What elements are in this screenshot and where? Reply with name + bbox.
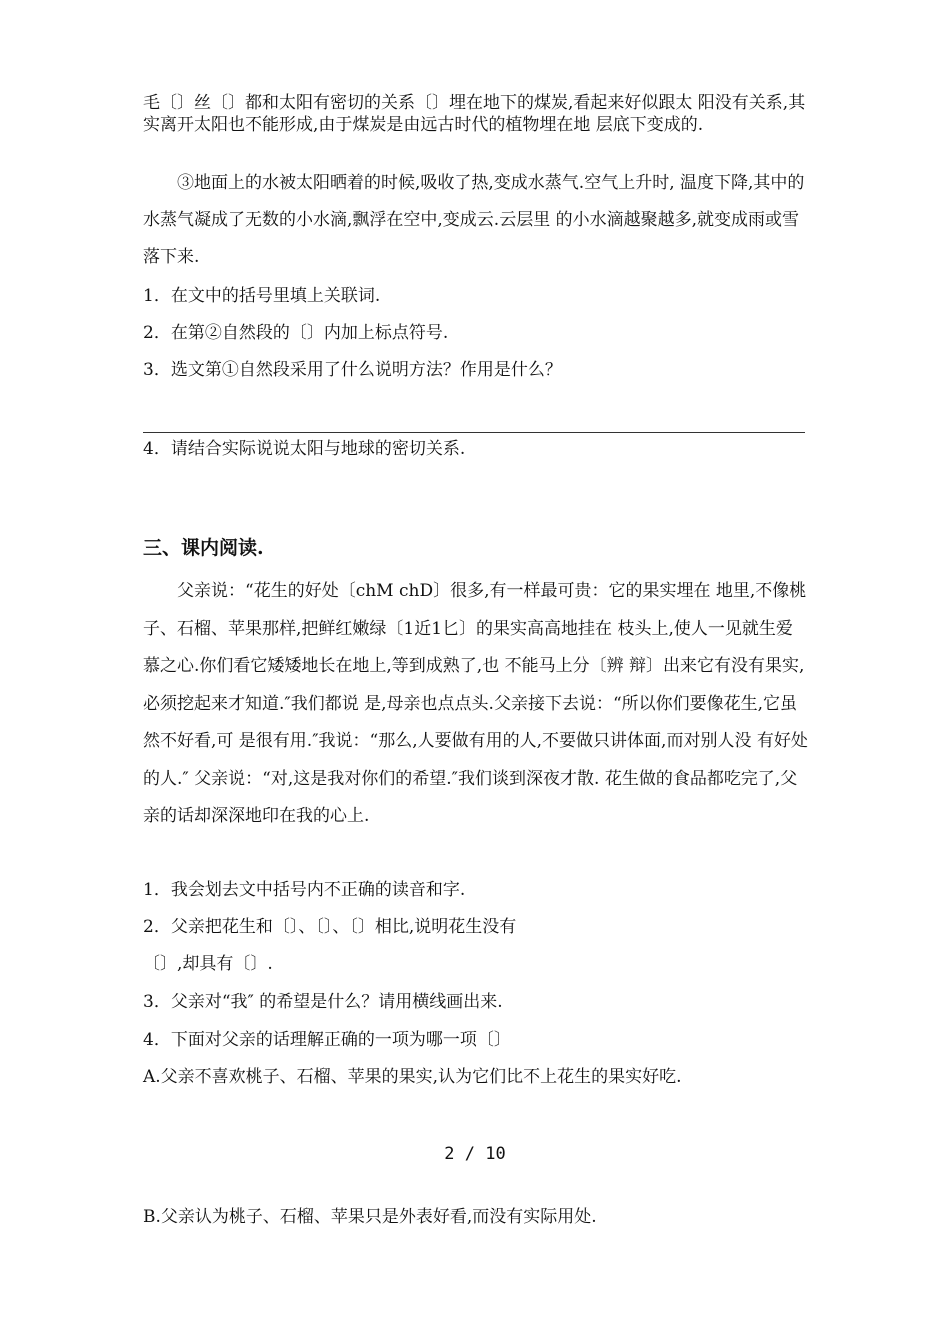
question-1: 1．在文中的括号里填上关联词. — [143, 286, 381, 306]
reading-question-3: 3．父亲对“我″ 的希望是什么？请用横线画出来. — [143, 992, 503, 1012]
option-a: A.父亲不喜欢桃子、石榴、苹果的果实,认为它们比不上花生的果实好吃. — [143, 1067, 682, 1087]
question-3: 3．选文第①自然段采用了什么说明方法？作用是什么？ — [143, 360, 562, 380]
paragraph-coal: 毛〔〕丝〔〕都和太阳有密切的关系〔〕埋在地下的煤炭,看起来好似跟太 阳没有关系,其实离开太阳也不能形成,由于煤炭是由远古时代的植物埋在地 层底下变成的. — [143, 93, 806, 135]
reading-question-2a: 2．父亲把花生和〔〕、〔〕、〔〕相比,说明花生没有 — [143, 917, 517, 937]
reading-question-1: 1．我会划去文中括号内不正确的读音和字. — [143, 880, 466, 900]
paragraph-water-cycle: ③地面上的水被太阳晒着的时候,吸收了热,变成水蒸气.空气上升时, 温度下降,其中的水蒸气凝成了无数的小水滴,飘浮在空中,变成云.云层里 的小水滴越聚越多,就变成雨或雪落下来. — [143, 173, 805, 267]
reading-question-4: 4．下面对父亲的话理解正确的一项为哪一项〔〕 — [143, 1030, 511, 1050]
answer-line — [143, 432, 805, 433]
option-b: B.父亲认为桃子、石榴、苹果只是外表好看,而没有实际用处. — [143, 1207, 597, 1227]
reading-question-2b: 〔〕,却具有〔〕. — [143, 954, 273, 974]
passage-peanut: 父亲说：“花生的好处〔chM chD〕很多,有一样最可贵：它的果实埋在 地里,不像桃子、石榴、苹果那样,把鲜红嫩绿〔1近1匕〕的果实高高地挂在 枝头上,使人一见就生爱慕之心.你们看它矮矮地长在地上,等到成熟了,也 不能马上分〔辨 辩〕出来它有没有果实,必须挖起来才知道.″我们都说 是,母亲也点点头.父亲接下去说：“所以你们要像花生,它虽然不好看,可 是很有用.″我说：“那么,人要做有用的人,不要做只讲体面,而对别人没 有好处的人.″ 父亲说：“对,这是我对你们的希望.″我们谈到深夜才散. 花生做的食品都吃完了,父亲的话却深深地印在我的心上. — [143, 581, 808, 826]
question-2: 2．在第②自然段的〔〕内加上标点符号. — [143, 323, 449, 343]
question-4: 4．请结合实际说说太阳与地球的密切关系. — [143, 439, 466, 459]
section-heading: 三、课内阅读. — [143, 537, 264, 559]
page-number: 2 / 10 — [444, 1144, 506, 1164]
